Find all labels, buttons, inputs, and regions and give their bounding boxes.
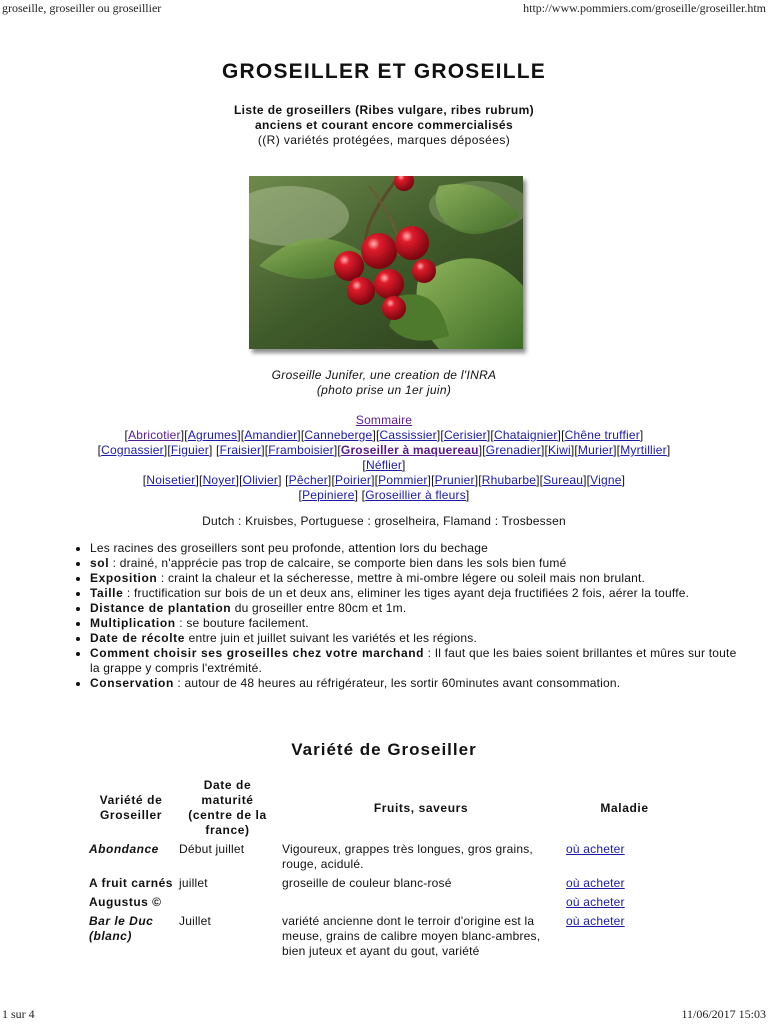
list-item: [90, 631, 740, 646]
fact-label: Exposition: [90, 571, 158, 585]
fact-text: : fructification sur bois de un et deux ans, eliminer les tiges ayant deja fructifiées 2 fois, aérer la touffe.: [123, 586, 690, 600]
table-row: [86, 893, 686, 912]
page-subtitle: [0, 103, 768, 148]
fact-label: sol: [90, 556, 110, 570]
section-title: Variété de Groseiller: [291, 740, 477, 759]
nav-link[interactable]: Chataignier: [493, 428, 558, 442]
list-item: [90, 541, 740, 556]
nav-link[interactable]: Murier: [577, 443, 614, 457]
fact-label: Multiplication: [90, 616, 176, 630]
list-item: [90, 556, 740, 571]
nav-link[interactable]: Rhubarbe: [481, 473, 537, 487]
nav-link[interactable]: Pommier: [378, 473, 428, 487]
nav-link[interactable]: Sureau: [543, 473, 584, 487]
list-item: [90, 601, 740, 616]
nav-link[interactable]: Figuier: [170, 443, 209, 457]
variety-date: Début juillet: [179, 842, 245, 856]
variety-link-cell: [563, 893, 686, 912]
variety-name: A fruit carnés: [89, 876, 173, 890]
print-footer: [0, 1007, 768, 1021]
nav-link[interactable]: Agrumes: [187, 428, 238, 442]
where-to-buy-link[interactable]: où acheter: [566, 914, 625, 928]
table-row: [86, 912, 686, 961]
subtitle-line-2: anciens et courant encore commercialisés: [254, 118, 514, 132]
list-item: [90, 616, 740, 631]
variety-name: Abondance: [89, 842, 159, 856]
nav-link[interactable]: Olivier: [242, 473, 279, 487]
fact-label: Comment choisir ses groseilles chez votre marchand: [90, 646, 425, 660]
where-to-buy-link[interactable]: où acheter: [566, 842, 625, 856]
fact-text: : se bouture facilement.: [175, 616, 309, 630]
nav-row-3: [Néflier]: [362, 458, 406, 472]
photo-caption: [0, 368, 768, 398]
translations-line: Dutch : Kruisbes, Portuguese : groselheira, Flamand : Trosbessen: [202, 514, 566, 528]
column-header: Date de maturité (centre de la france): [188, 778, 267, 837]
fact-label: Taille: [90, 586, 124, 600]
nav-row-5: [Pepiniere] [Groseillier à fleurs]: [298, 488, 470, 502]
nav-link[interactable]: Noisetier: [146, 473, 196, 487]
nav-row-2: [Cognassier][Figuier] [Fraisier][Framboisier][Groseiller à maquereau][Grenadier][Kiwi][Murier][Myrtillier]: [97, 443, 671, 457]
nav-row-4: [Noisetier][Noyer][Olivier] [Pêcher][Poirier][Pommier][Prunier][Rhubarbe][Sureau][Vigne]: [142, 473, 626, 487]
nav-link[interactable]: Myrtillier: [620, 443, 667, 457]
fact-text: : autour de 48 heures au réfrigérateur, les sortir 60minutes avant consommation.: [173, 676, 621, 690]
page-title: GROSEILLER ET GROSEILLE: [222, 60, 546, 83]
nav-row-1: [Abricotier][Agrumes][Amandier][Canneberge][Cassissier][Cerisier][Chataignier][Chêne truffier]: [124, 428, 644, 442]
variety-fruits: variété ancienne dont le terroir d'origine est la meuse, grains de calibre moyen blanc-ambres, bien juteux et ayant du gout, variété: [282, 914, 541, 958]
fact-text: du groseiller entre 80cm et 1m.: [231, 601, 407, 615]
nav-link-current[interactable]: Groseiller à maquereau: [340, 443, 479, 457]
variety-link-cell: [563, 912, 686, 961]
column-header: Fruits, saveurs: [373, 800, 469, 815]
nav-link[interactable]: Abricotier: [128, 428, 181, 442]
variety-name: Bar le Duc (blanc): [89, 914, 154, 943]
variety-link-cell: [563, 874, 686, 893]
fact-label: Distance de plantation: [90, 601, 232, 615]
print-header-url: http://www.pommiers.com/groseille/groseiller.htm: [523, 1, 766, 15]
fact-text: : Il faut que les baies soient brillantes et mûres sur toute la grappe y compris l'extrémité.: [90, 646, 737, 675]
page-counter: 1 sur 4: [2, 1007, 35, 1021]
variety-date: [176, 893, 279, 912]
print-header-title: groseille, groseiller ou groseillier: [2, 1, 162, 15]
column-header: Maladie: [600, 800, 649, 815]
table-row: [86, 874, 686, 893]
nav-link[interactable]: Cognassier: [101, 443, 164, 457]
variety-date: juillet: [179, 876, 208, 890]
nav-link[interactable]: Pepiniere: [302, 488, 355, 502]
fact-text: entre juin et juillet suivant les variétés et les régions.: [185, 631, 477, 645]
where-to-buy-link[interactable]: où acheter: [566, 895, 625, 909]
fact-label: Date de récolte: [90, 631, 186, 645]
variety-fruits: groseille de couleur blanc-rosé: [282, 876, 452, 890]
print-timestamp: 11/06/2017 15:03: [681, 1007, 766, 1021]
nav-link[interactable]: Prunier: [434, 473, 475, 487]
fact-label: Conservation: [90, 676, 174, 690]
list-item: [90, 586, 740, 601]
nav-link[interactable]: Kiwi: [548, 443, 571, 457]
nav-link[interactable]: Groseillier à fleurs: [365, 488, 466, 502]
variety-name: Augustus ©: [89, 895, 162, 909]
nav-link[interactable]: Grenadier: [485, 443, 541, 457]
nav-link[interactable]: Canneberge: [304, 428, 373, 442]
fact-text: : craint la chaleur et la sécheresse, mettre à mi-ombre légere ou soleil mais non brulant.: [157, 571, 646, 585]
nav-link[interactable]: Vigne: [590, 473, 622, 487]
variety-fruits: Vigoureux, grappes très longues, gros grains, rouge, acidulé.: [282, 842, 533, 871]
variety-date: Juillet: [179, 914, 212, 928]
varieties-table: [86, 776, 686, 961]
table-header-row: [86, 776, 686, 840]
fruit-navigation: [40, 413, 728, 503]
nav-link[interactable]: Poirier: [334, 473, 372, 487]
table-row: [86, 840, 686, 874]
nav-link[interactable]: Chêne truffier: [564, 428, 640, 442]
fact-text: : drainé, n'apprécie pas trop de calcaire, se comporte bien dans les sols bien fumé: [109, 556, 567, 570]
nav-link[interactable]: Cassissier: [379, 428, 437, 442]
growing-facts-list: [72, 541, 740, 691]
nav-link[interactable]: Cerisier: [443, 428, 487, 442]
list-item: [90, 676, 740, 691]
nav-link[interactable]: Pêcher: [288, 473, 328, 487]
caption-line-2: (photo prise un 1er juin): [316, 383, 452, 397]
fact-text: Les racines des groseillers sont peu profonde, attention lors du bechage: [90, 541, 488, 555]
nav-link[interactable]: Noyer: [202, 473, 236, 487]
print-header: [0, 1, 768, 15]
where-to-buy-link[interactable]: où acheter: [566, 876, 625, 890]
subtitle-line-3: ((R) variétés protégées, marques déposées): [257, 133, 511, 147]
nav-link[interactable]: Framboisier: [268, 443, 334, 457]
subtitle-line-1: Liste de groseillers (Ribes vulgare, ribes rubrum): [233, 103, 535, 117]
list-item: [90, 646, 740, 676]
caption-line-1: Groseille Junifer, une creation de l'INRA: [271, 368, 497, 382]
nav-link[interactable]: Fraisier: [219, 443, 262, 457]
nav-link[interactable]: Amandier: [244, 428, 298, 442]
nav-link[interactable]: Néflier: [365, 458, 403, 472]
variety-link-cell: [563, 840, 686, 874]
redcurrant-photo: [249, 176, 523, 349]
column-header: Variété de Groseiller: [99, 793, 163, 822]
nav-link-sommaire[interactable]: Sommaire: [355, 413, 413, 427]
list-item: [90, 571, 740, 586]
variety-fruits: [279, 893, 563, 912]
